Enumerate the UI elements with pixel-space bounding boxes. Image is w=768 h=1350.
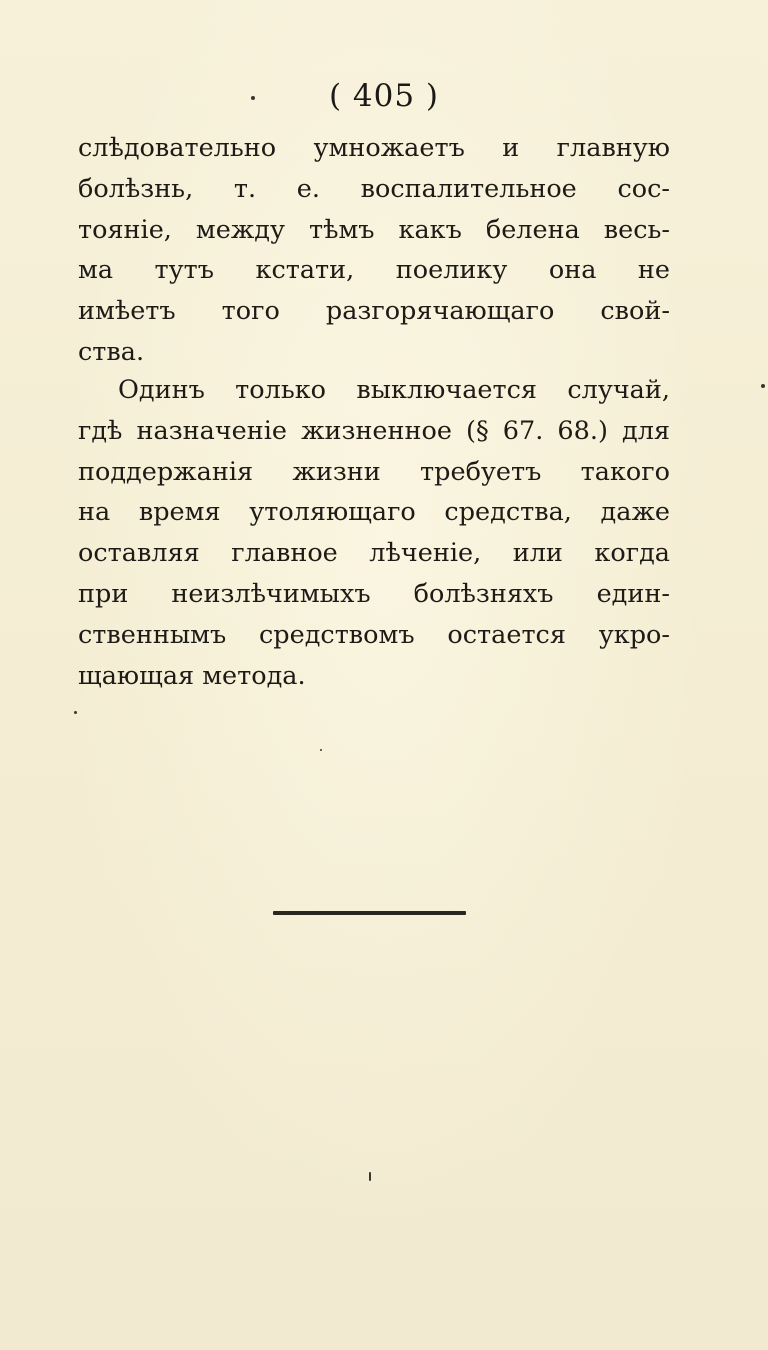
text-line: поддержанія жизни требуетъ такого <box>78 456 670 487</box>
text-line: гдѣ назначеніе жизненное (§ 67. 68.) для <box>78 415 670 446</box>
paragraph-2 <box>78 370 670 696</box>
section-end-rule <box>273 911 466 915</box>
paragraph-1 <box>78 128 670 373</box>
text-line: щающая метода. <box>78 660 306 691</box>
text-line: болѣзнь, т. е. воспалительное сос- <box>78 173 670 204</box>
text-line: ственнымъ средствомъ остается укро- <box>78 619 670 650</box>
ink-speck <box>761 384 765 388</box>
text-line: Одинъ только выключается случай, <box>118 375 670 405</box>
text-line: слѣдовательно умножаетъ и главную <box>78 133 670 163</box>
ink-speck <box>251 96 255 100</box>
text-line: ства. <box>78 336 145 367</box>
ink-speck <box>74 711 77 714</box>
text-line: тояніе, между тѣмъ какъ белена весь- <box>78 214 670 245</box>
ink-speck <box>369 1172 371 1181</box>
page-number: ( 405 ) <box>328 78 440 114</box>
text-line: оставляя главное лѣченіе, или когда <box>78 538 670 569</box>
text-line: ма тутъ кстати, поелику она не <box>78 255 670 286</box>
text-line: на время утоляющаго средства, даже <box>78 497 670 528</box>
text-line: при неизлѣчимыхъ болѣзняхъ един- <box>78 578 670 609</box>
ink-speck <box>320 749 322 751</box>
text-line: имѣетъ того разгорячающаго свой- <box>78 296 670 327</box>
